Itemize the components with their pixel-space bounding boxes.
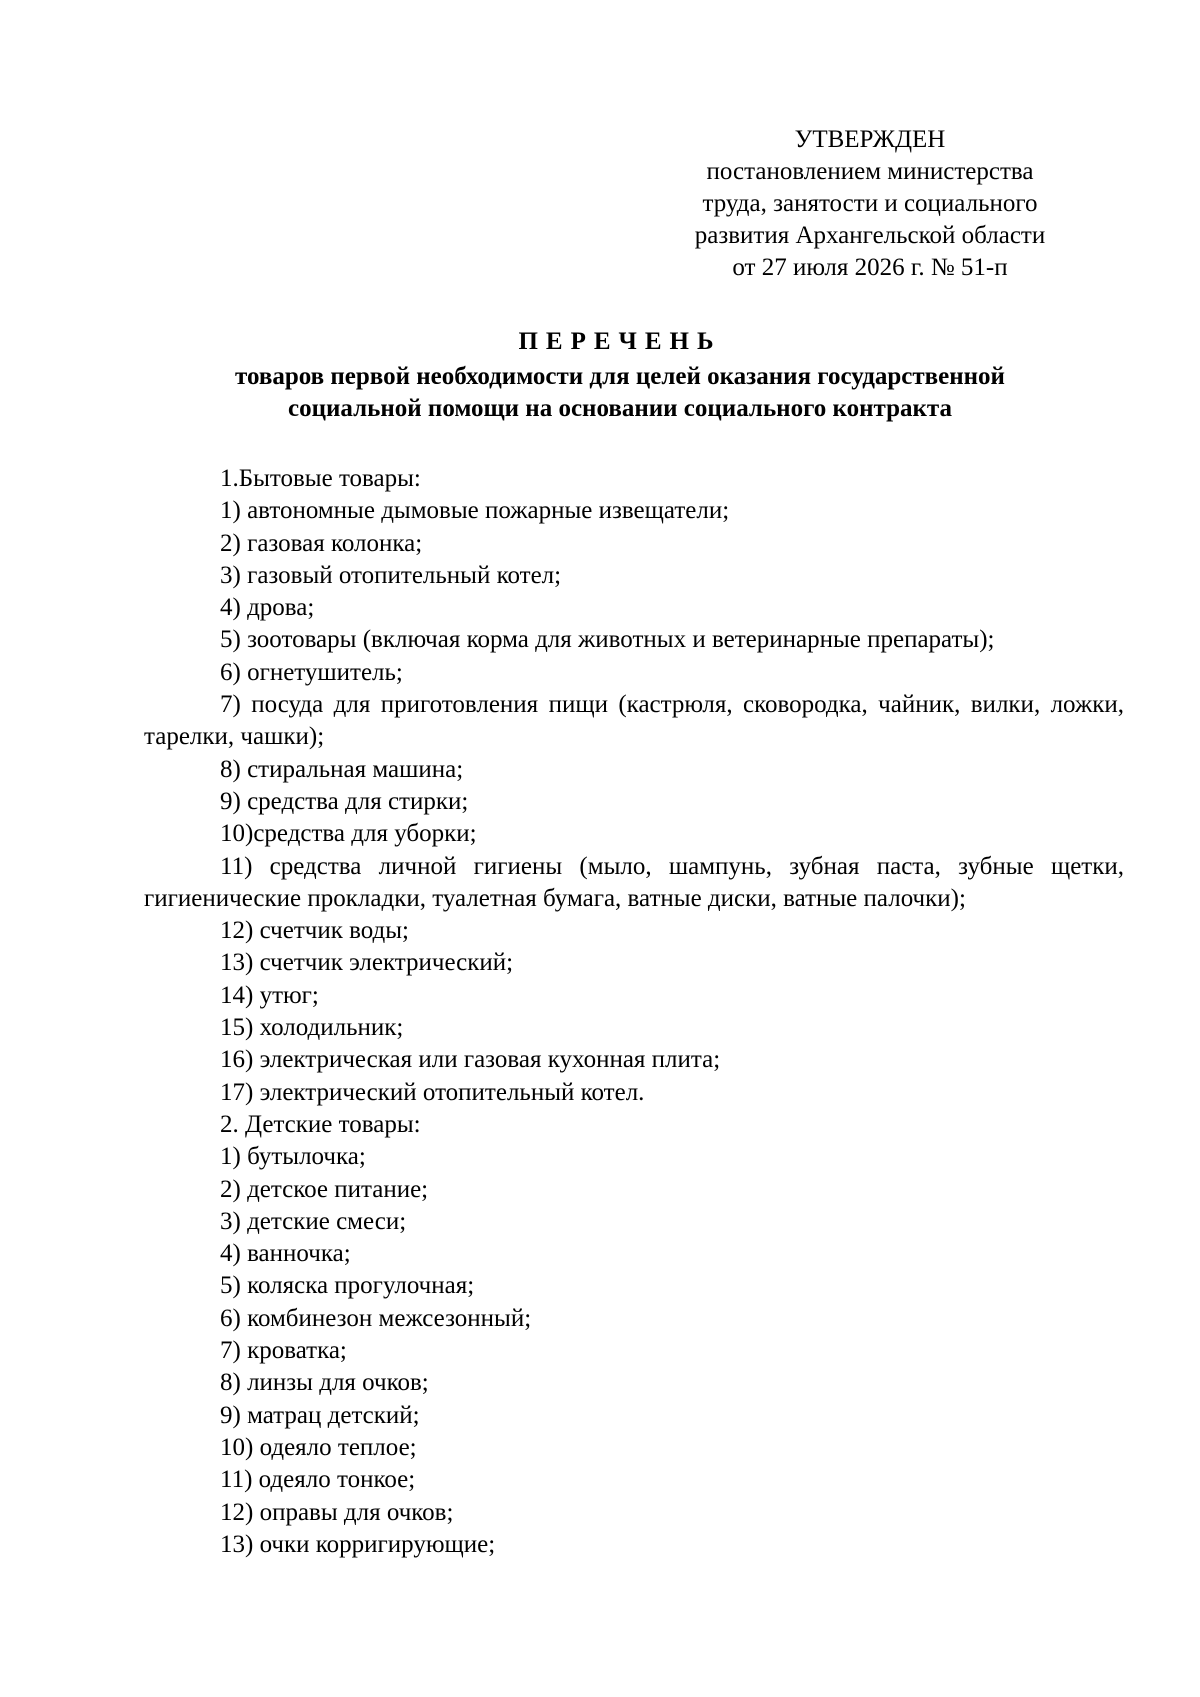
list-item: 4) дрова; <box>220 594 315 622</box>
approval-date-number: от 27 июля 2026 г. № 51-п <box>732 254 1008 281</box>
list-item: 7) посуда для приготовления пищи (кастрюля, сковородка, чайник, вилки, ложки, тарелки, чашки); <box>144 691 1124 751</box>
list-item: 6) комбинезон межсезонный; <box>220 1304 532 1332</box>
list-item: 5) коляска прогулочная; <box>220 1272 475 1300</box>
list-item: 8) линзы для очков; <box>220 1369 429 1397</box>
goods-list <box>144 463 1124 1561</box>
list-item: 13) счетчик электрический; <box>220 949 514 977</box>
document-heading <box>100 326 1140 425</box>
list-item: 12) оправы для очков; <box>220 1498 454 1526</box>
list-item: 15) холодильник; <box>220 1014 404 1042</box>
list-item: 2) детское питание; <box>220 1175 429 1203</box>
list-item: 12) счетчик воды; <box>220 917 409 945</box>
list-item: 14) утюг; <box>220 981 319 1009</box>
approval-line-3: труда, занятости и социального <box>702 190 1038 217</box>
list-item: 16) электрическая или газовая кухонная плита; <box>220 1046 721 1074</box>
section-heading: 2. Детские товары: <box>220 1110 421 1138</box>
list-item: 11) средства личной гигиены (мыло, шампунь, зубная паста, зубные щетки, гигиенические прокладки, туалетная бумага, ватные диски, ватные палочки); <box>144 852 1124 912</box>
list-item: 2) газовая колонка; <box>220 529 423 557</box>
list-item: 3) детские смеси; <box>220 1207 407 1235</box>
document-subtitle-line-2: социальной помощи на основании социального контракта <box>287 395 953 422</box>
list-item: 4) ванночка; <box>220 1240 351 1268</box>
approval-block <box>600 124 1120 284</box>
approval-status: УТВЕРЖДЕН <box>794 126 946 153</box>
list-item: 11) одеяло тонкое; <box>220 1466 416 1494</box>
list-item: 3) газовый отопительный котел; <box>220 561 562 589</box>
list-item: 9) матрац детский; <box>220 1401 420 1429</box>
list-item: 1) бутылочка; <box>220 1143 366 1171</box>
document-subtitle-line-1: товаров первой необходимости для целей оказания государственной <box>235 363 1005 390</box>
list-item: 10) одеяло теплое; <box>220 1433 417 1461</box>
list-item: 10)средства для уборки; <box>220 820 477 848</box>
list-item: 17) электрический отопительный котел. <box>220 1078 645 1106</box>
list-item: 13) очки корригирующие; <box>220 1530 496 1558</box>
list-item: 8) стиральная машина; <box>220 755 464 783</box>
approval-line-4: развития Архангельской области <box>694 222 1046 249</box>
list-item: 1) автономные дымовые пожарные извещатели; <box>220 497 730 525</box>
document-title: ПЕРЕЧЕНЬ <box>518 328 722 355</box>
list-item: 9) средства для стирки; <box>220 787 469 815</box>
list-item: 6) огнетушитель; <box>220 658 403 686</box>
approval-line-2: постановлением министерства <box>706 158 1034 185</box>
list-item: 7) кроватка; <box>220 1337 347 1365</box>
section-heading: 1.Бытовые товары: <box>220 465 421 492</box>
list-item: 5) зоотовары (включая корма для животных и ветеринарные препараты); <box>220 626 995 654</box>
